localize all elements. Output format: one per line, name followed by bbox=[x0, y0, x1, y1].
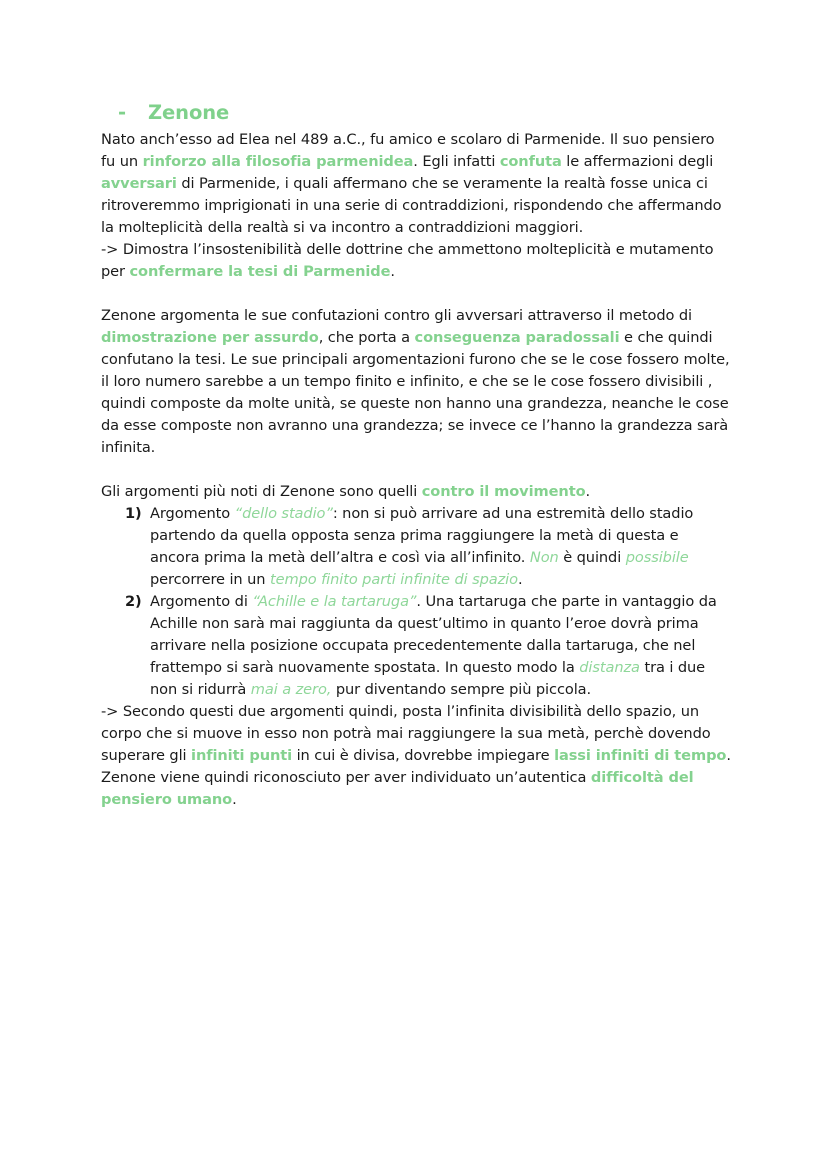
text: pur diventando sempre più piccola. bbox=[331, 681, 592, 698]
list-number: 2) bbox=[125, 593, 142, 610]
list-number: 1) bbox=[125, 505, 142, 522]
text: Nato anch’esso ad Elea nel 489 a.C., fu amico e scolaro di Parmenide. Il suo pensiero fu un bbox=[101, 131, 715, 170]
text: è quindi bbox=[558, 549, 626, 566]
heading-dash: - bbox=[118, 101, 126, 124]
list-item bbox=[101, 503, 731, 591]
text: Zenone argomenta le sue confutazioni contro gli avversari attraverso il metodo di bbox=[101, 307, 693, 324]
highlight: avversari bbox=[101, 175, 177, 192]
highlight: dimostrazione per assurdo bbox=[101, 329, 319, 346]
text: percorrere in un bbox=[150, 571, 270, 588]
paragraph-conclusion bbox=[101, 701, 731, 811]
emphasis: “Achille e la tartaruga” bbox=[252, 593, 417, 610]
text: . bbox=[585, 483, 591, 500]
text: . Zenone viene quindi riconosciuto per aver individuato un’autentica bbox=[101, 747, 731, 786]
text: Argomento di bbox=[150, 593, 253, 610]
emphasis: possibile bbox=[625, 549, 689, 566]
paragraph-gap bbox=[101, 459, 731, 481]
text: di Parmenide, i quali affermano che se veramente la realtà fosse unica ci ritroveremmo imprigionati in una serie di contraddizioni, rispondendo che affermando la molteplicità della realtà si va incontro a contraddizioni maggiori. bbox=[101, 175, 722, 236]
highlight: conseguenza paradossali bbox=[414, 329, 620, 346]
text: Argomento bbox=[150, 505, 235, 522]
text: -> Secondo questi due argomenti quindi, posta l’infinita divisibilità dello spazio, un corpo che si muove in esso non potrà mai raggiungere la sua metà, perchè dovendo superare gli bbox=[101, 703, 711, 764]
emphasis: “dello stadio” bbox=[234, 505, 333, 522]
list-item bbox=[101, 591, 731, 701]
emphasis: Non bbox=[529, 549, 559, 566]
paragraph-gap bbox=[101, 283, 731, 305]
text: tra i due non si ridurrà bbox=[150, 659, 706, 698]
text: Gli argomenti più noti di Zenone sono quelli bbox=[101, 483, 422, 500]
text: , che porta a bbox=[318, 329, 415, 346]
highlight: infiniti punti bbox=[191, 747, 293, 764]
arguments-list bbox=[101, 503, 731, 701]
section-heading bbox=[118, 100, 731, 126]
paragraph-confutazioni bbox=[101, 305, 731, 459]
text: . Egli infatti bbox=[413, 153, 500, 170]
text: . bbox=[517, 571, 523, 588]
emphasis: tempo finito parti infinite di spazio bbox=[269, 571, 518, 588]
text: . Una tartaruga che parte in vantaggio da Achille non sarà mai raggiunta da quest’ultimo in quanto l’eroe dovrà prima arrivare nella posizione occupata precedentemente dalla tartaruga, che nel frattempo si sarà nuovamente spostata. In questo modo la bbox=[150, 593, 717, 676]
emphasis: mai a zero, bbox=[250, 681, 332, 698]
highlight: difficoltà del pensiero umano bbox=[101, 769, 694, 808]
text: . bbox=[390, 263, 395, 280]
highlight: contro il movimento bbox=[421, 483, 586, 500]
text: : non si può arrivare ad una estremità dello stadio partendo da quella opposta senza prima raggiungere la metà di questa e ancora prima la metà dell’altra e così via all’infinito. bbox=[150, 505, 694, 566]
text: -> Dimostra l’insostenibilità delle dottrine che ammettono molteplicità e mutamento per bbox=[101, 241, 714, 280]
text: . bbox=[232, 791, 237, 808]
heading-title: Zenone bbox=[148, 101, 230, 124]
highlight: confuta bbox=[499, 153, 562, 170]
text: le affermazioni degli bbox=[561, 153, 714, 170]
document-content bbox=[101, 100, 731, 811]
paragraph-argomenti bbox=[101, 481, 731, 503]
highlight: rinforzo alla filosofia parmenidea bbox=[142, 153, 414, 170]
text: in cui è divisa, dovrebbe impiegare bbox=[292, 747, 555, 764]
highlight: confermare la tesi di Parmenide bbox=[129, 263, 391, 280]
emphasis: distanza bbox=[579, 659, 640, 676]
text: e che quindi confutano la tesi. Le sue principali argomentazioni furono che se le cose fossero molte, il loro numero sarebbe a un tempo finito e infinito, e che se le cose fossero divisibili , quindi composte da molte unità, se queste non hanno una grandezza, neanche le cose da esse composte non avranno una grandezza; se invece ce l’hanno la grandezza sarà infinita. bbox=[101, 329, 730, 456]
highlight: lassi infiniti di tempo bbox=[554, 747, 727, 764]
paragraph-intro bbox=[101, 129, 731, 283]
